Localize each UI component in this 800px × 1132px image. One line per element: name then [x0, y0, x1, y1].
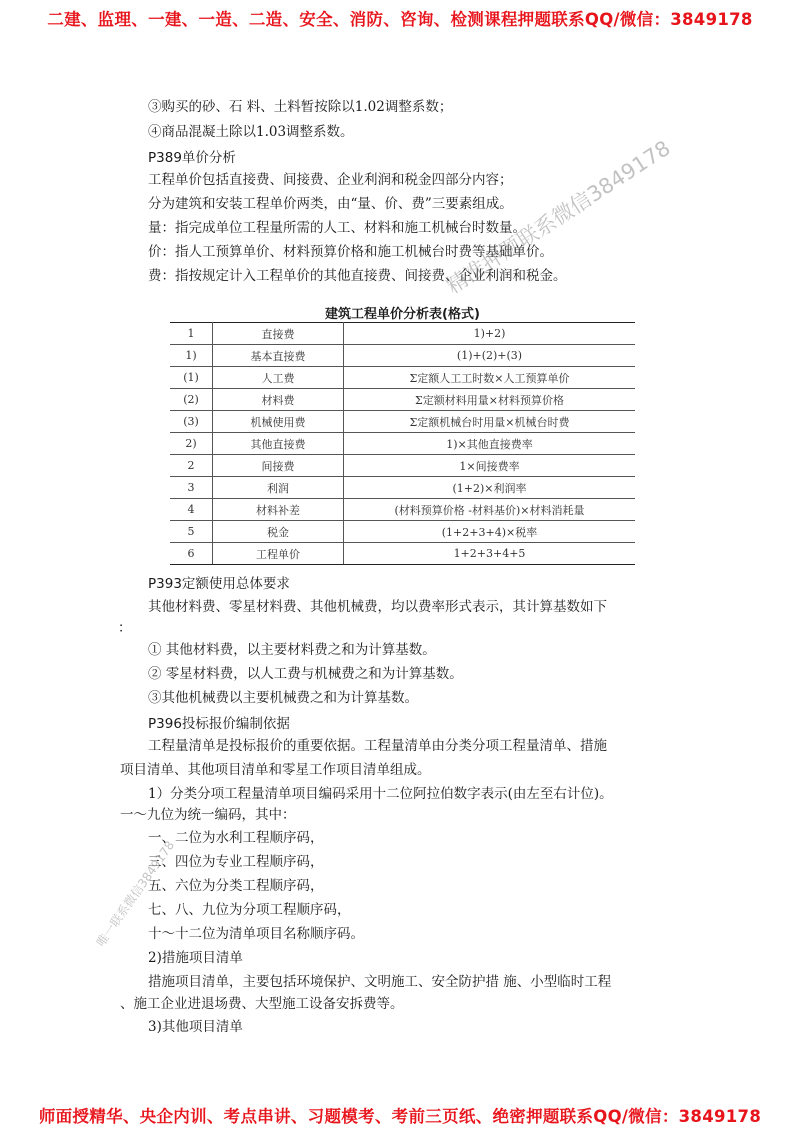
table-row — [170, 411, 635, 433]
section-heading-p389: P389单价分析 — [148, 150, 236, 166]
section-heading-p393: P393定额使用总体要求 — [148, 576, 290, 592]
cost-item-cell: 机械使用费 — [213, 411, 344, 433]
row-number-cell: 1) — [170, 345, 213, 367]
table-row — [170, 345, 635, 367]
formula-cell: (材料预算价格 -材料基价)×材料消耗量 — [344, 499, 636, 521]
cost-item-cell: 人工费 — [213, 367, 344, 389]
note-item-4: ④商品混凝土除以1.03调整系数。 — [148, 124, 354, 140]
bottom-promo-banner: 师面授精华、央企内训、考点串讲、习题模考、考前三页纸、绝密押题联系QQ/微信：3849178 — [38, 1107, 762, 1126]
list-item: 七、八、九位为分项工程顺序码， — [148, 902, 351, 918]
section-heading-p396: P396投标报价编制依据 — [148, 716, 290, 732]
formula-cell: 1)+2) — [344, 323, 636, 345]
list-item: 一、二位为水利工程顺序码， — [148, 830, 324, 846]
subheading: 2)措施项目清单 — [148, 950, 243, 966]
paragraph: 1）分类分项工程量清单项目编码采用十二位阿拉伯数字表示(由左至右计位)。 — [148, 786, 613, 802]
row-number-cell: 3 — [170, 477, 213, 499]
paragraph: 工程量清单是投标报价的重要依据。工程量清单由分类分项工程量清单、措施 — [148, 738, 607, 754]
formula-cell: (1)+(2)+(3) — [344, 345, 636, 367]
cost-item-cell: 利润 — [213, 477, 344, 499]
table-row — [170, 455, 635, 477]
paragraph: 工程单价包括直接费、间接费、企业利润和税金四部分内容； — [148, 172, 513, 188]
cost-item-cell: 直接费 — [213, 323, 344, 345]
table-row — [170, 499, 635, 521]
list-item: ② 零星材料费，以人工费与机械费之和为计算基数。 — [148, 666, 463, 682]
diagonal-watermark: 唯一联系微信3849178 — [93, 838, 178, 950]
formula-cell: 1+2+3+4+5 — [344, 543, 636, 565]
paragraph-continuation: ： — [118, 620, 132, 636]
row-number-cell: 1 — [170, 323, 213, 345]
table-row — [170, 367, 635, 389]
paragraph: 费：指按规定计入工程单价的其他直接费、间接费、企业利润和税金。 — [148, 268, 567, 284]
formula-cell: Σ定额机械台时用量×机械台时费 — [344, 411, 636, 433]
table-row — [170, 521, 635, 543]
row-number-cell: 5 — [170, 521, 213, 543]
paragraph: 分为建筑和安装工程单价两类，由“量、价、费”三要素组成。 — [148, 196, 513, 212]
formula-cell: (1+2+3+4)×税率 — [344, 521, 636, 543]
list-item: ③其他机械费以主要机械费之和为计算基数。 — [148, 690, 418, 706]
table-row — [170, 433, 635, 455]
paragraph: 量：指完成单位工程量所需的人工、材料和施工机械台时数量。 — [148, 220, 526, 236]
row-number-cell: 6 — [170, 543, 213, 565]
paragraph: 项目清单、其他项目清单和零星工作项目清单组成。 — [120, 762, 431, 778]
cost-item-cell: 材料费 — [213, 389, 344, 411]
list-item: 十～十二位为清单项目名称顺序码。 — [148, 926, 364, 942]
formula-cell: 1×间接费率 — [344, 455, 636, 477]
cost-item-cell: 基本直接费 — [213, 345, 344, 367]
row-number-cell: (3) — [170, 411, 213, 433]
table-row — [170, 543, 635, 565]
row-number-cell: 2 — [170, 455, 213, 477]
cost-item-cell: 其他直接费 — [213, 433, 344, 455]
unit-price-analysis-table — [170, 322, 635, 565]
list-item: 五、六位为分类工程顺序码， — [148, 878, 324, 894]
paragraph: 措施项目清单，主要包括环境保护、文明施工、安全防护措 施、小型临时工程 — [148, 974, 612, 990]
formula-cell: 1)×其他直接费率 — [344, 433, 636, 455]
paragraph: 、施工企业进退场费、大型施工设备安拆费等。 — [120, 996, 404, 1012]
row-number-cell: (1) — [170, 367, 213, 389]
paragraph: 价：指人工预算单价、材料预算价格和施工机械台时费等基础单价。 — [148, 244, 553, 260]
table-row — [170, 389, 635, 411]
note-item-3: ③购买的砂、石 料、土料暂按除以1.02调整系数； — [148, 99, 453, 115]
row-number-cell: 4 — [170, 499, 213, 521]
paragraph: 一～九位为统一编码，其中： — [120, 807, 296, 823]
list-item: 三、四位为专业工程顺序码， — [148, 854, 324, 870]
row-number-cell: (2) — [170, 389, 213, 411]
paragraph: 其他材料费、零星材料费、其他机械费，均以费率形式表示，其计算基数如下 — [148, 599, 607, 615]
cost-item-cell: 间接费 — [213, 455, 344, 477]
diagonal-watermark: 精准押题联系微信3849178 — [442, 135, 675, 299]
row-number-cell: 2) — [170, 433, 213, 455]
table-row — [170, 477, 635, 499]
cost-item-cell: 材料补差 — [213, 499, 344, 521]
list-item: ① 其他材料费，以主要材料费之和为计算基数。 — [148, 642, 436, 658]
cost-item-cell: 工程单价 — [213, 543, 344, 565]
table-row — [170, 323, 635, 345]
formula-cell: Σ定额材料用量×材料预算价格 — [344, 389, 636, 411]
subheading: 3)其他项目清单 — [148, 1019, 243, 1035]
formula-cell: (1+2)×利润率 — [344, 477, 636, 499]
table-title: 建筑工程单价分析表(格式) — [325, 307, 480, 322]
top-promo-banner: 二建、监理、一建、一造、二造、安全、消防、咨询、检测课程押题联系QQ/微信：3849178 — [47, 10, 753, 29]
cost-item-cell: 税金 — [213, 521, 344, 543]
formula-cell: Σ定额人工工时数×人工预算单价 — [344, 367, 636, 389]
